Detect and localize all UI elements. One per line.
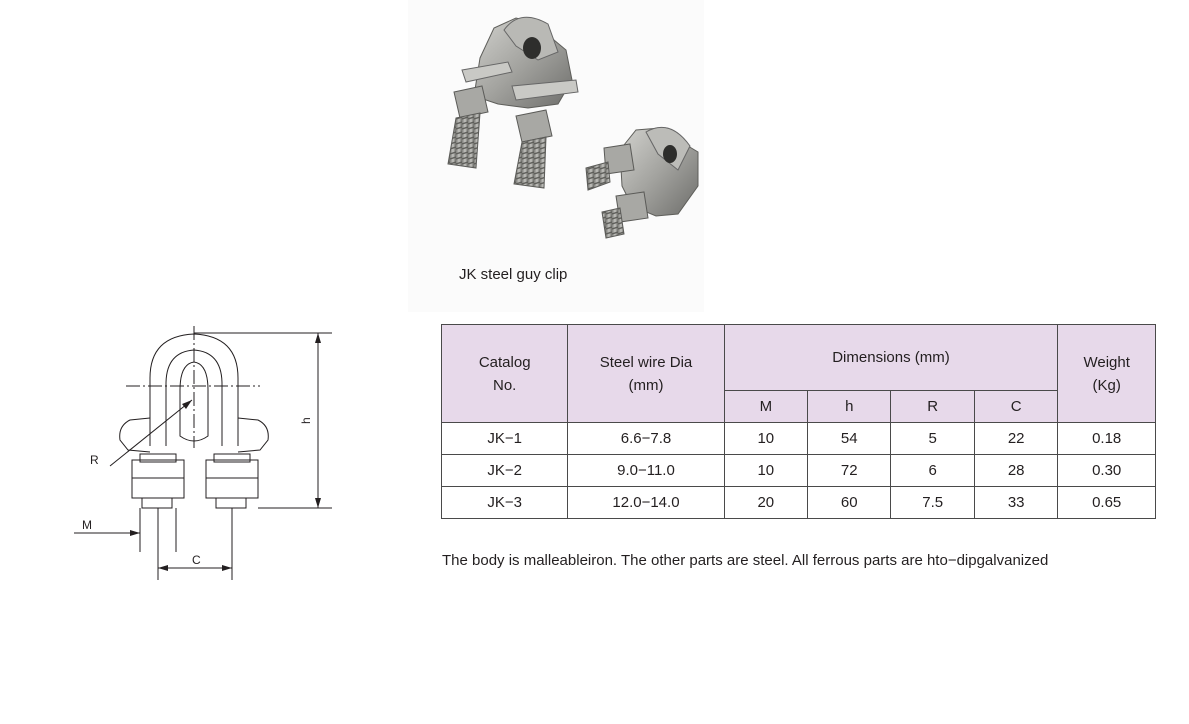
cell-wire: 12.0−14.0 xyxy=(568,487,724,519)
cell-r: 7.5 xyxy=(891,487,974,519)
cell-h: 54 xyxy=(808,423,891,455)
cell-c: 22 xyxy=(974,423,1057,455)
col-header-h: h xyxy=(808,391,891,423)
spec-table xyxy=(441,324,1156,519)
table-row xyxy=(442,423,1156,455)
technical-drawing xyxy=(60,318,350,586)
col-header-m: M xyxy=(724,391,807,423)
material-note: The body is malleableiron. The other parts are steel. All ferrous parts are hto−dipgalvanized xyxy=(442,552,1049,569)
label-h: h xyxy=(299,417,313,424)
table-row xyxy=(442,487,1156,519)
arrow-head-radius xyxy=(182,400,192,409)
arrow-head-top xyxy=(315,333,321,343)
catalog-header: Catalog No. xyxy=(442,325,568,423)
large-clip xyxy=(448,17,578,188)
cell-catalog: JK−3 xyxy=(442,487,568,519)
cell-r: 6 xyxy=(891,455,974,487)
label-c: C xyxy=(192,553,201,567)
cell-m: 20 xyxy=(724,487,807,519)
dimensions-header: Dimensions (mm) xyxy=(724,325,1058,391)
label-r: R xyxy=(90,453,99,467)
cell-h: 60 xyxy=(808,487,891,519)
cell-r: 5 xyxy=(891,423,974,455)
col-header-r: R xyxy=(891,391,974,423)
photo-caption: JK steel guy clip xyxy=(459,266,568,283)
label-m: M xyxy=(82,518,92,532)
col-header-c: C xyxy=(974,391,1057,423)
cell-c: 33 xyxy=(974,487,1057,519)
cell-m: 10 xyxy=(724,423,807,455)
cell-wire: 6.6−7.8 xyxy=(568,423,724,455)
small-clip xyxy=(586,127,698,238)
wire-header: Steel wire Dia (mm) xyxy=(568,325,724,423)
cell-catalog: JK−1 xyxy=(442,423,568,455)
weight-header: Weight (Kg) xyxy=(1058,325,1156,423)
cell-m: 10 xyxy=(724,455,807,487)
table-row xyxy=(442,455,1156,487)
arrow-head-bottom xyxy=(315,498,321,508)
cell-weight: 0.18 xyxy=(1058,423,1156,455)
cell-weight: 0.30 xyxy=(1058,455,1156,487)
arrow-head-c-right xyxy=(222,565,232,571)
arrow-head-m xyxy=(130,530,140,536)
cell-c: 28 xyxy=(974,455,1057,487)
cell-catalog: JK−2 xyxy=(442,455,568,487)
cell-h: 72 xyxy=(808,455,891,487)
arrow-head-c-left xyxy=(158,565,168,571)
cell-wire: 9.0−11.0 xyxy=(568,455,724,487)
cell-weight: 0.65 xyxy=(1058,487,1156,519)
